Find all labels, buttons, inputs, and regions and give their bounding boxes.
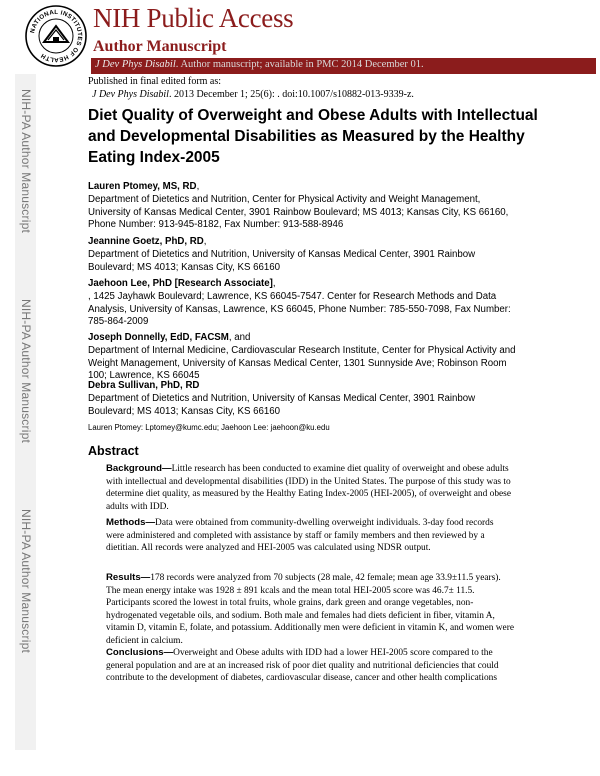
abstract-conclusions	[106, 647, 514, 685]
side-watermark-3: NIH-PA Author Manuscript	[19, 509, 33, 653]
author-name: Jaehoon Lee, PhD [Research Associate]	[88, 278, 273, 289]
author-affiliation: Department of Dietetics and Nutrition, University of Kansas Medical Center, 3901 Rainbow Boulevard; MS 4013; Kansas City, KS 66160	[88, 248, 476, 273]
author-affiliation: Department of Dietetics and Nutrition, University of Kansas Medical Center, 3901 Rainbow Boulevard; MS 4013; Kansas City, KS 66160	[88, 392, 476, 417]
journal-availability-line	[95, 59, 424, 70]
published-label: Published in final edited form as:	[88, 76, 222, 87]
citation-journal: J Dev Phys Disabil	[92, 89, 169, 100]
abstract-results	[106, 572, 514, 647]
paper-title: Diet Quality of Overweight and Obese Adults with Intellectual and Developmental Disabilities as Measured by the Healthy Eating Index-2005	[88, 107, 538, 166]
publication-info	[88, 75, 414, 101]
section-label: Conclusions—	[106, 647, 174, 658]
author-name: Lauren Ptomey, MS, RD	[88, 181, 197, 192]
author-block	[88, 236, 518, 274]
author-name: Jeannine Goetz, PhD, RD	[88, 236, 204, 247]
author-name: Debra Sullivan, PhD, RD	[88, 380, 200, 391]
author-block	[88, 181, 518, 232]
nih-public-access-title: NIH Public Access	[93, 3, 294, 33]
nih-seal-logo	[24, 4, 88, 68]
author-name-suffix: ,	[272, 278, 276, 289]
author-emails: Lauren Ptomey: Lptomey@kumc.edu; Jaehoon Lee: jaehoon@ku.edu	[88, 423, 330, 432]
citation-details: . 2013 December 1; 25(6): . doi:10.1007/s10882-013-9339-z.	[168, 89, 414, 100]
citation	[92, 88, 414, 101]
section-label: Methods—	[106, 517, 156, 528]
svg-text:NATIONAL INSTITUTES OF HEALTH: NATIONAL INSTITUTES OF HEALTH	[29, 8, 84, 64]
author-manuscript-label: Author Manuscript	[93, 38, 227, 55]
author-name-suffix: ,	[203, 236, 207, 247]
section-text: Overweight and Obese adults with IDD had a lower HEI-2005 score compared to the general population and are at an increased risk of poor diet quality and nutritional deficiencies that could contribute to the development of diabetes, cardiovascular disease, cancer and other health complications	[106, 648, 499, 683]
author-affiliation: Department of Internal Medicine, Cardiovascular Research Institute, Center for Physical Activity and Weight Management, University of Kansas Medical Center, 1301 Sunnyside Ave; Robinson Room 100; Lawrence, KS 66045	[88, 344, 516, 382]
author-block	[88, 332, 518, 383]
author-name-suffix: ,	[196, 181, 200, 192]
section-text: Data were obtained from community-dwelling overweight individuals. 3-day food records were administered and completed with assistance by staff or family members and then reviewed by a dietitian. All records were analyzed and HEI-2005 was calculated using NDSR output.	[106, 518, 494, 553]
author-block	[88, 380, 518, 418]
abstract-heading: Abstract	[88, 444, 139, 458]
abstract-background	[106, 463, 514, 513]
availability-note: . Author manuscript; available in PMC 2014 December 01.	[175, 59, 424, 70]
author-name-suffix: , and	[228, 332, 251, 343]
side-watermark-2: NIH-PA Author Manuscript	[19, 299, 33, 443]
author-block	[88, 278, 518, 329]
journal-abbr: J Dev Phys Disabil	[95, 59, 176, 70]
section-label: Results—	[106, 572, 151, 583]
author-affiliation: Department of Dietetics and Nutrition, Center for Physical Activity and Weight Management, University of Kansas Medical Center, 3901 Rainbow Boulevard; MS 4013; Kansas City, KS 66160, Phone Number: 913-945-8182, Fax Number: 913-588-8946	[88, 193, 509, 231]
section-label: Background—	[106, 463, 172, 474]
side-watermark-1: NIH-PA Author Manuscript	[19, 89, 33, 233]
author-affiliation: , 1425 Jayhawk Boulevard; Lawrence, KS 66045-7547. Center for Research Methods and Data Analysis, University of Kansas, Lawrence, KS 66045, Phone Number: 785-550-7098, Fax Number: 785-864-2009	[88, 290, 511, 328]
abstract-methods	[106, 517, 514, 555]
section-text: Little research has been conducted to examine diet quality of overweight and obese adults with intellectual and developmental disabilities (IDD) in the United States. The purpose of this study was to determine diet quality, as measured by the Healthy Eating Index-2005 (HEI-2005), of overweight and obese adults with IDD.	[106, 464, 511, 512]
section-text: 178 records were analyzed from 70 subjects (28 male, 42 female; mean age 33.9±11.5 years). The mean energy intake was 1928 ± 891 kcals and the mean total HEI-2005 score was 46.7± 11.5. Participants scored the lowest in total fruits, whole grains, dark green and orange vegetables, non-hydrogenated vegetable oils, and sodium. Both male and females had diets deficient in fiber, vitamin A, vitamin D, vitamin E, folate, and potassium. Additionally men were deficient in vitamin K, and women were deficient in calcium.	[106, 573, 514, 646]
author-name: Joseph Donnelly, EdD, FACSM	[88, 332, 229, 343]
